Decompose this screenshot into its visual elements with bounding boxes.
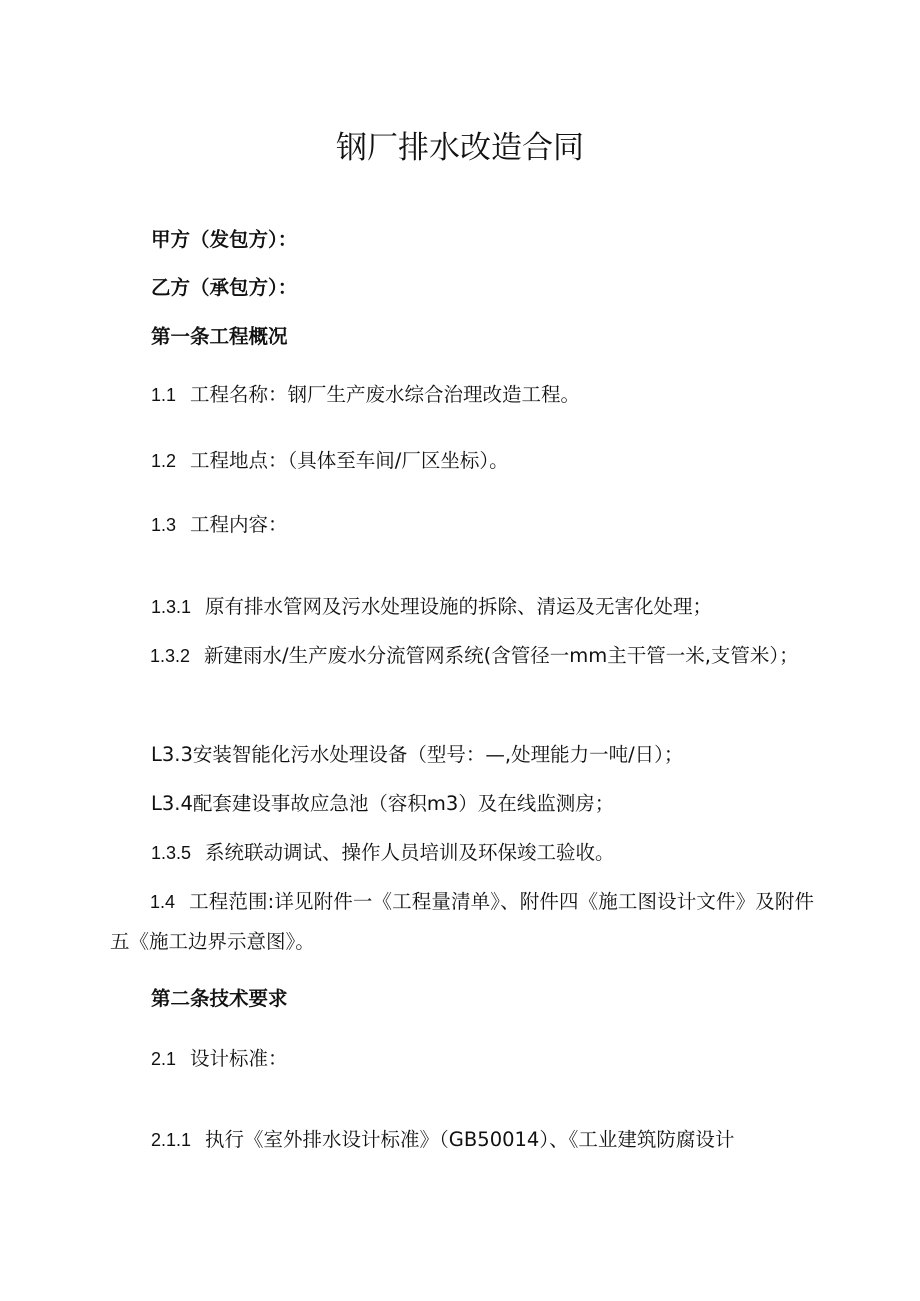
clause-1-3-1 [151, 593, 712, 621]
clause-number: 1.2 [151, 451, 177, 471]
clause-number: 1.1 [151, 385, 177, 405]
clause-1-3-2 [110, 636, 814, 676]
clause-1-1 [151, 381, 580, 409]
clause-number: 1.4 [150, 892, 176, 912]
clause-1-2 [151, 447, 509, 475]
article-2-heading: 第二条技术要求 [151, 987, 288, 1010]
clause-1-4 [110, 882, 814, 962]
party-a-line: 甲方（发包方）： [151, 228, 298, 251]
clause-text: 执行《室外排水设计标准》（GB50014）、《工业建筑防腐设计 [205, 1128, 735, 1151]
party-b-line: 乙方（承包方）： [151, 276, 298, 299]
clause-number: 1.3.5 [151, 843, 192, 863]
clause-2-1 [151, 1045, 288, 1073]
clause-1-3-5 [151, 839, 615, 867]
clause-text: 系统联动调试、操作人员培训及环保竣工验收。 [205, 841, 615, 864]
clause-number: 1.3.2 [150, 646, 191, 666]
clause-text: 原有排水管网及污水处理设施的拆除、清运及无害化处理； [205, 595, 713, 618]
clause-text: 工程名称：钢厂生产废水综合治理改造工程。 [190, 383, 581, 406]
clause-number: 1.3 [151, 515, 177, 535]
clause-number: 1.3.1 [151, 597, 192, 617]
clause-text: 工程范围:详见附件一《工程量清单》、附件四《施工图设计文件》及附件五《施工边界示意图》。 [110, 890, 814, 953]
clause-text: 工程地点：（具体至车间/厂区坐标）。 [190, 449, 509, 472]
clause-1-3 [151, 511, 288, 539]
clause-text: 工程内容： [190, 513, 288, 536]
clause-text: 设计标准： [190, 1047, 288, 1070]
clause-1-3-3: L3.3安装智能化污水处理设备（型号：—,处理能力一吨/日）； [151, 743, 684, 766]
clause-number: 2.1 [151, 1049, 177, 1069]
article-1-heading: 第一条工程概况 [151, 325, 288, 348]
clause-2-1-1 [151, 1126, 734, 1154]
clause-number: 2.1.1 [151, 1130, 192, 1150]
clause-1-3-4: L3.4配套建设事故应急池（容积m3）及在线监测房； [151, 792, 615, 815]
clause-text: 新建雨水/生产废水分流管网系统(含管径一mm主干管一米,支管米）； [204, 644, 799, 667]
document-title: 钢厂排水改造合同 [336, 130, 584, 166]
